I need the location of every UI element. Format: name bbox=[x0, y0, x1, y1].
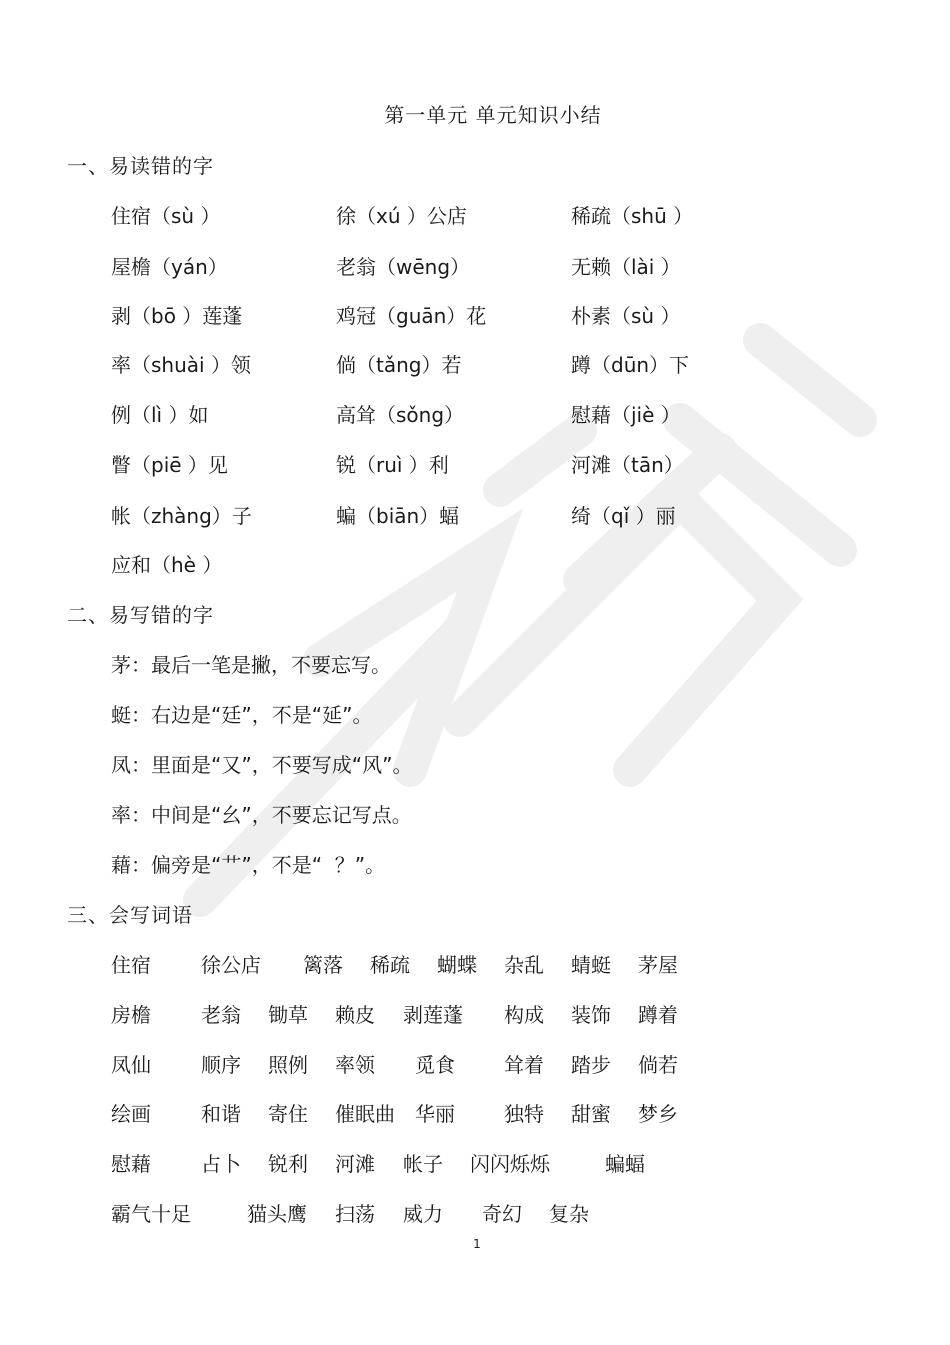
pinyin-entry: 瞥（piē ）见 bbox=[111, 453, 228, 477]
vocab-word: 率领 bbox=[335, 1053, 375, 1077]
vocab-word: 威力 bbox=[403, 1202, 443, 1226]
pinyin-entry: 住宿（sù ） bbox=[111, 204, 221, 228]
pinyin-entry: 徐（xú ）公店 bbox=[336, 204, 467, 228]
table-row bbox=[0, 300, 950, 330]
list-item: 蜓：右边是“廷”，不是“延”。 bbox=[111, 703, 373, 727]
pinyin-entry: 蝙（biān）蝠 bbox=[336, 504, 460, 528]
vocab-word: 独特 bbox=[504, 1102, 544, 1126]
vocab-word: 赖皮 bbox=[335, 1003, 375, 1027]
vocab-word: 催眠曲 bbox=[335, 1102, 395, 1126]
vocab-word: 徐公店 bbox=[201, 953, 261, 977]
pinyin-entry: 慰藉（jiè ） bbox=[571, 403, 681, 427]
vocab-word: 房檐 bbox=[111, 1003, 151, 1027]
vocab-word: 奇幻 bbox=[482, 1202, 522, 1226]
vocab-word: 蝙蝠 bbox=[605, 1152, 645, 1176]
vocab-word: 老翁 bbox=[201, 1003, 241, 1027]
vocab-word: 华丽 bbox=[415, 1102, 455, 1126]
table-row bbox=[0, 399, 950, 429]
pinyin-entry: 剥（bō ）莲蓬 bbox=[111, 304, 243, 328]
vocab-word: 蜻蜓 bbox=[571, 953, 611, 977]
pinyin-entry: 鸡冠（guān）花 bbox=[336, 304, 487, 328]
vocab-word: 顺序 bbox=[201, 1053, 241, 1077]
vocab-word: 闪闪烁烁 bbox=[470, 1152, 550, 1176]
list-item: 茅：最后一笔是撇，不要忘写。 bbox=[111, 653, 391, 677]
vocab-word: 耸着 bbox=[504, 1053, 544, 1077]
vocab-word: 杂乱 bbox=[504, 953, 544, 977]
section-heading-miswritten: 二、易写错的字 bbox=[67, 603, 214, 627]
pinyin-entry: 屋檐（yán） bbox=[111, 255, 228, 279]
vocab-word: 和谐 bbox=[201, 1102, 241, 1126]
vocab-word: 装饰 bbox=[571, 1003, 611, 1027]
vocab-word: 河滩 bbox=[335, 1152, 375, 1176]
vocab-word: 稀疏 bbox=[370, 953, 410, 977]
vocab-word: 猫头鹰 bbox=[247, 1202, 307, 1226]
vocab-word: 倘若 bbox=[638, 1053, 678, 1077]
vocab-word: 扫荡 bbox=[335, 1202, 375, 1226]
table-row bbox=[0, 251, 950, 281]
vocab-word: 锄草 bbox=[268, 1003, 308, 1027]
pinyin-entry: 锐（ruì ）利 bbox=[336, 453, 449, 477]
list-item: 藉：偏旁是“艹”，不是“ ？”。 bbox=[111, 853, 386, 877]
vocab-word: 慰藉 bbox=[111, 1152, 151, 1176]
list-item: 凤：里面是“又”，不要写成“风”。 bbox=[111, 753, 413, 777]
pinyin-entry: 例（lì ）如 bbox=[111, 403, 209, 427]
page-title: 第一单元 单元知识小结 bbox=[384, 103, 602, 127]
pinyin-entry: 稀疏（shū ） bbox=[571, 204, 694, 228]
vocab-word: 霸气十足 bbox=[111, 1202, 191, 1226]
vocab-word: 复杂 bbox=[549, 1202, 589, 1226]
pinyin-entry: 老翁（wēng） bbox=[336, 255, 471, 279]
section-heading-vocabulary: 三、会写词语 bbox=[67, 903, 193, 927]
pinyin-entry: 无赖（lài ） bbox=[571, 255, 681, 279]
vocab-word: 篱落 bbox=[303, 953, 343, 977]
vocab-word: 茅屋 bbox=[638, 953, 678, 977]
pinyin-entry: 应和（hè ） bbox=[111, 553, 223, 577]
vocab-word: 构成 bbox=[504, 1003, 544, 1027]
pinyin-entry: 帐（zhàng）子 bbox=[111, 504, 252, 528]
table-row bbox=[0, 549, 950, 579]
list-item: 率：中间是“幺”，不要忘记写点。 bbox=[111, 803, 412, 827]
vocab-word: 蹲着 bbox=[638, 1003, 678, 1027]
table-row bbox=[0, 200, 950, 230]
vocab-word: 锐利 bbox=[268, 1152, 308, 1176]
vocab-word: 甜蜜 bbox=[571, 1102, 611, 1126]
vocab-word: 觅食 bbox=[415, 1053, 455, 1077]
section-heading-misread: 一、易读错的字 bbox=[67, 154, 214, 178]
pinyin-entry: 率（shuài ）领 bbox=[111, 353, 251, 377]
vocab-word: 占卜 bbox=[201, 1152, 241, 1176]
vocab-word: 踏步 bbox=[571, 1053, 611, 1077]
table-row bbox=[0, 449, 950, 479]
vocab-word: 梦乡 bbox=[638, 1102, 678, 1126]
table-row bbox=[0, 500, 950, 530]
vocab-word: 剥莲蓬 bbox=[403, 1003, 463, 1027]
vocab-word: 住宿 bbox=[111, 953, 151, 977]
vocab-word: 寄住 bbox=[268, 1102, 308, 1126]
vocab-word: 照例 bbox=[268, 1053, 308, 1077]
page-number: 1 bbox=[473, 1237, 481, 1251]
vocab-word: 蝴蝶 bbox=[437, 953, 477, 977]
pinyin-entry: 高耸（sǒng） bbox=[336, 403, 465, 427]
vocab-word: 绘画 bbox=[111, 1102, 151, 1126]
pinyin-entry: 蹲（dūn）下 bbox=[571, 353, 690, 377]
table-row bbox=[0, 349, 950, 379]
pinyin-entry: 河滩（tān） bbox=[571, 453, 684, 477]
pinyin-entry: 绮（qǐ ）丽 bbox=[571, 504, 676, 528]
vocab-word: 凤仙 bbox=[111, 1053, 151, 1077]
pinyin-entry: 倘（tǎng）若 bbox=[336, 353, 462, 377]
vocab-word: 帐子 bbox=[403, 1152, 443, 1176]
pinyin-entry: 朴素（sù ） bbox=[571, 304, 681, 328]
